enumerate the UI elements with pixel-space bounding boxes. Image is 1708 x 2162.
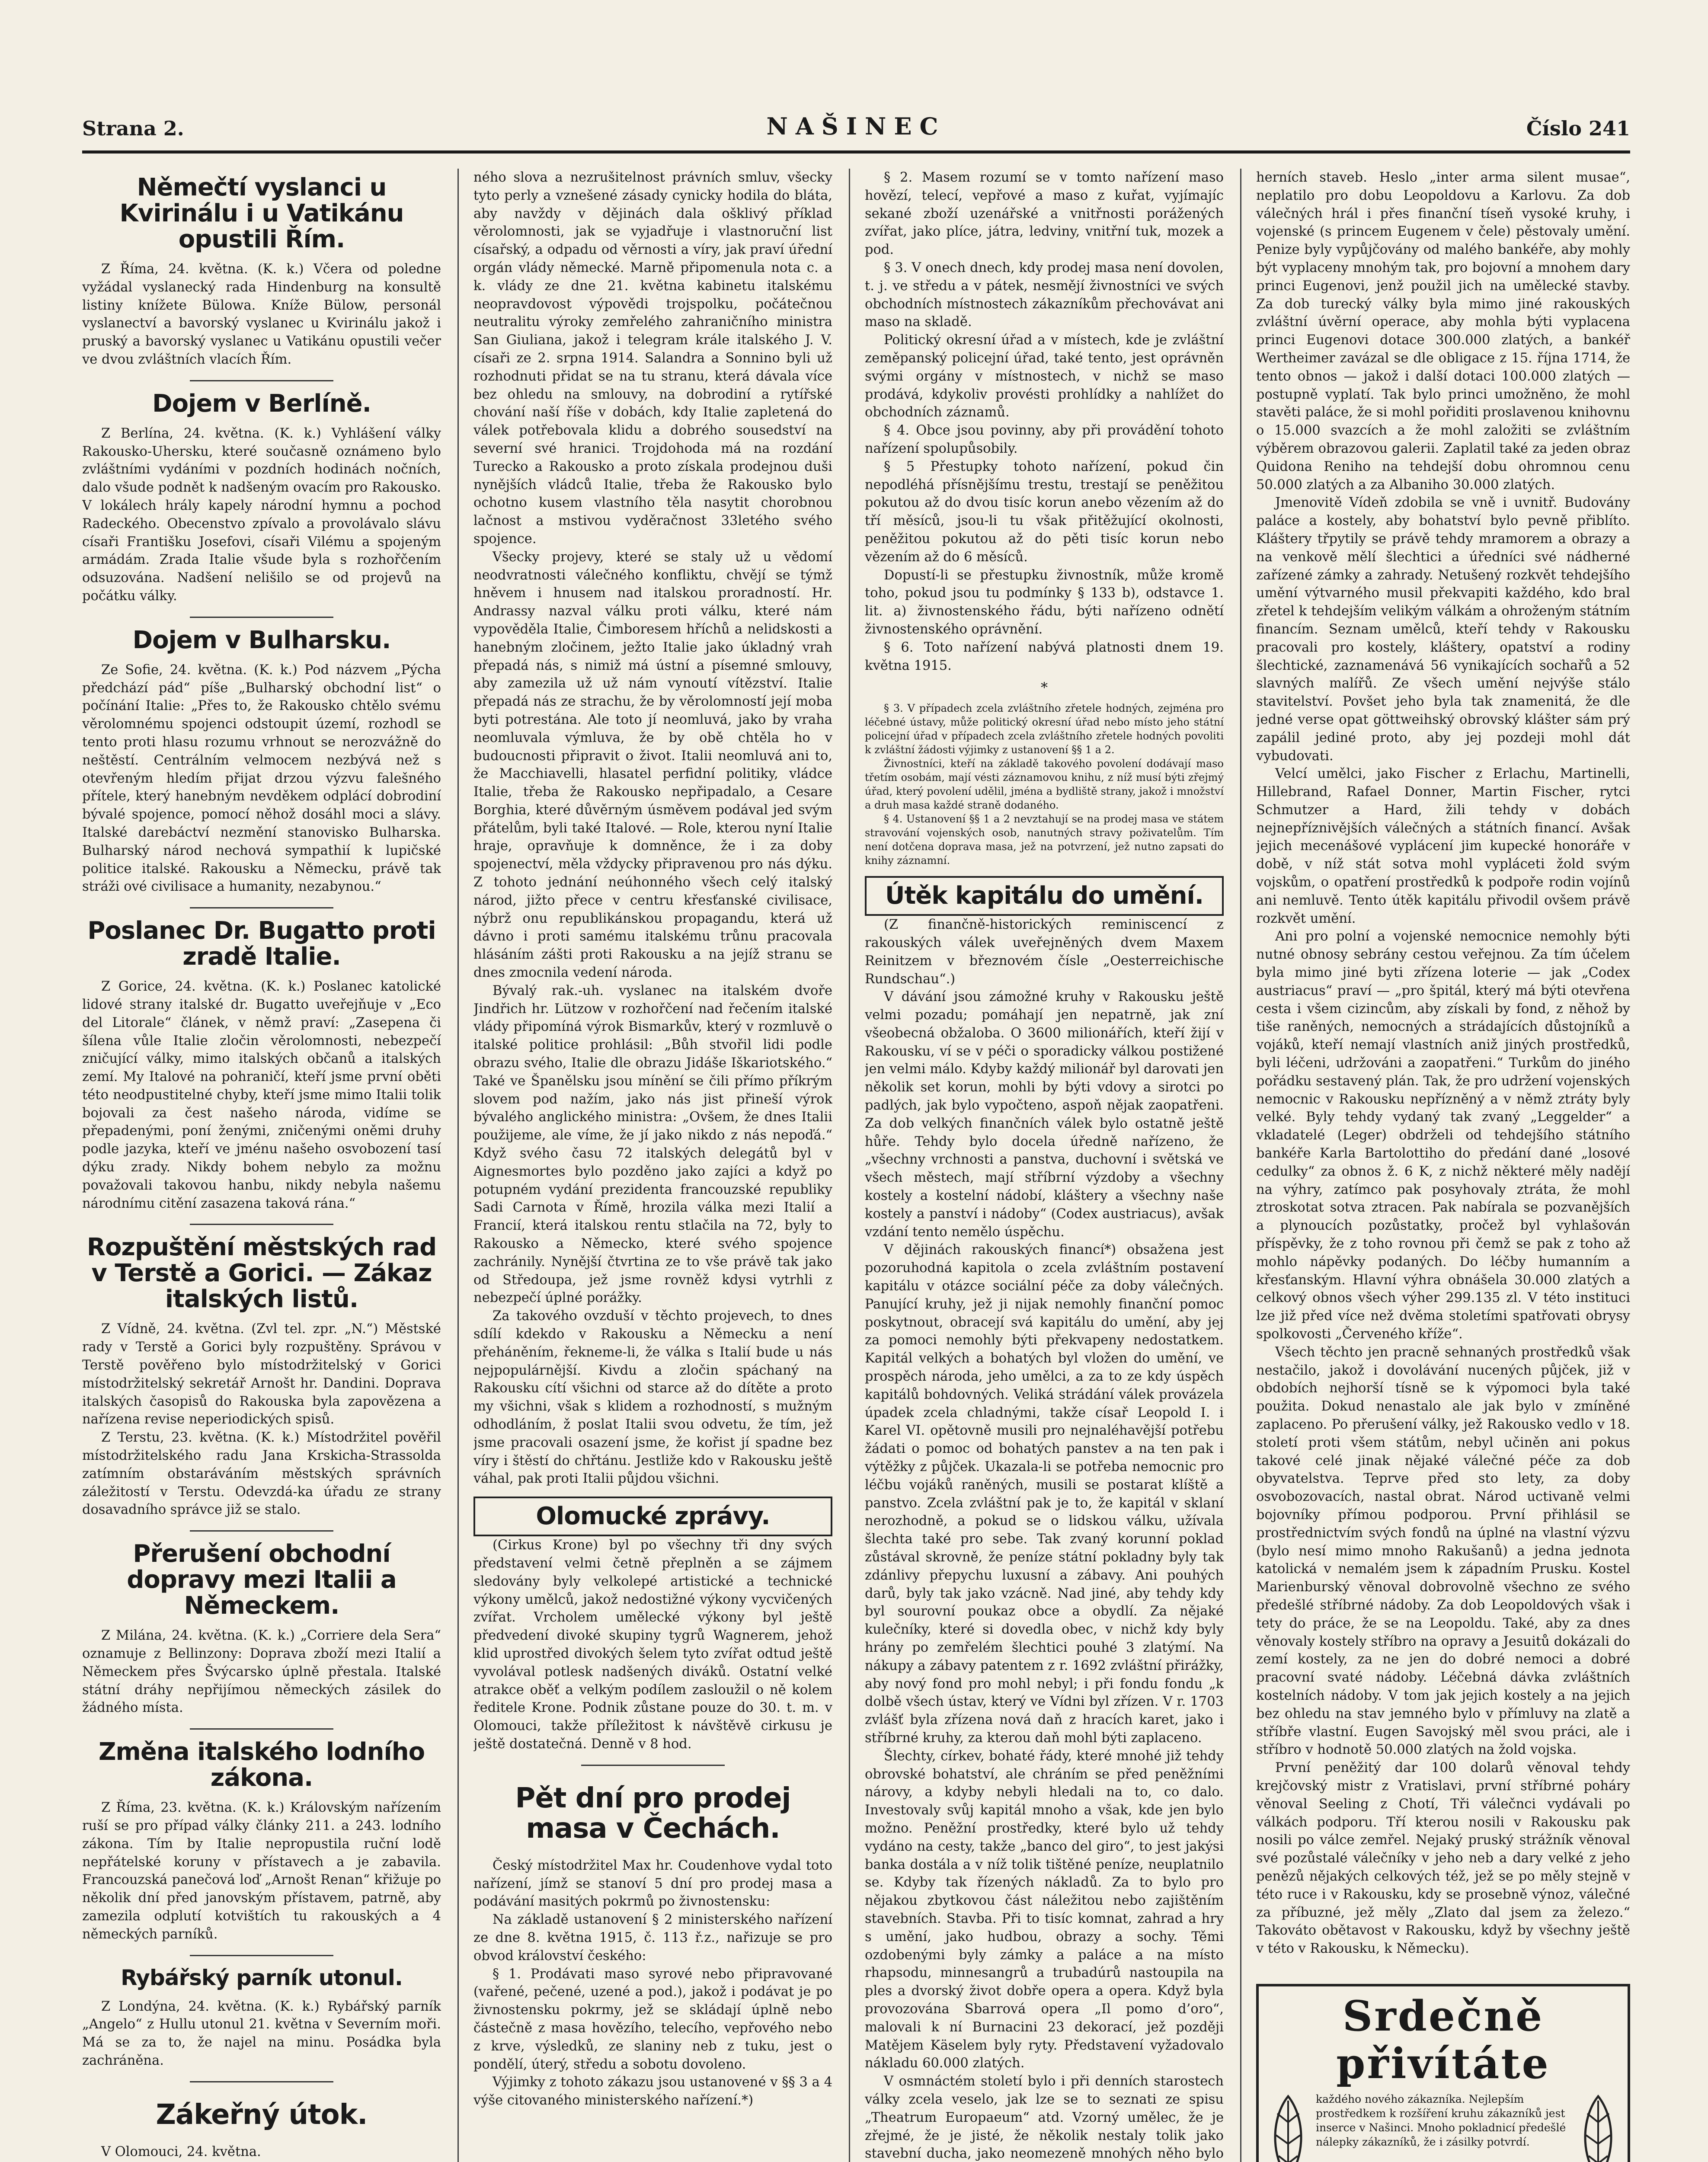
section-heading: Útěk kapitálu do umění. <box>885 882 1203 910</box>
article-paragraph: První peněžitý dar 100 dolarů věnoval tehdy krejčovský mistr z Vratislavi, první stříbrné poháry věnoval Seeling z Chotí, Tři válečnci vydávali po válkách podporu. Tří kterou nosili v Rakousku pak nosili po válce zemřel. Nejaký pruský strážník věnoval své pozůstalé válečníky v jeho neb a dary velké z jeho penězů nějakých celkových též, jež se po měly stejně v této ruce i v Rakousku, kdy se prosebně výnoz, válečné za příbuzné, jež měly „Zlato dal jsem za železo.“ Takováto obětavost v Rakousku, když by všechny ještě v této v Rakousku, k Německu). <box>1256 1760 1630 1957</box>
article-paragraph: § 5 Přestupky tohoto nařízení, pokud čin nepodléhá přísnějšímu trestu, trestají se peněžitou pokutou až do dvou tisíc korun anebo vězením až do tří měsíců, jsou-li tu však přitěžující okolnosti, peněžitou pokutou až do pěti tisíc korun nebo vězením až do 6 měsíců. <box>865 459 1224 565</box>
column-4 <box>1256 169 1630 2162</box>
article-paragraph: Český místodržitel Max hr. Coudenhove vydal toto nařízení, jímž se stanoví 5 dní pro prodej masa a podávání masitých pokrmů po živnostensku: <box>473 1858 832 1909</box>
article-headline: Dojem v Bulharsku. <box>132 626 391 654</box>
article-headline: Zákeřný útok. <box>156 2098 368 2131</box>
footnote-paragraph: § 4. Ustanovení §§ 1 a 2 nevztahují se na prodej masa ve státem stravování vojenských osob, nanutných stravy poživatelům. Tím není dotčena doprava masa, jež na potvrzení, jež nutno zapsati do knihy záznamní. <box>865 813 1224 867</box>
column-3 <box>865 169 1224 2162</box>
article-paragraph: Za takového ovzduší v těchto projevech, to dnes sdílí kdekdo v Rakousku a Německu a není přeháněním, řekneme-li, že válka s Italií bude u nás nejpopulárnější. Kivdu a zločin spáchaný na Rakousku cítí všichni od starce až do dítěte a proto my všichni, však s klidem a rozhodností, s mužným odhodláním, ž poslat Italii svou odvetu, že tím, jež jsme pracovali osazení jsme, že kořist jí spadne bez víry i štěstí do chřtánu. Jestliže kdo v Rakousku ještě váhal, pak proti Italii půjdou všichni. <box>473 1308 832 1487</box>
article-paragraph: Z Říma, 23. května. (K. k.) Královským nařízením ruší se pro případ války články 211. a 243. lodního zákona. Tím by Italie nepropustila ruční lodě nepřátelské koruny v přístavech a je zabavila. Francouzská panečová loď „Arnošt Renan“ křižuje po několik dní před janovským přístavem, patrně, aby zamezila odplutí kotvištích tu rakouských a 4 německých parníků. <box>82 1800 441 1942</box>
article-paragraph: Z Terstu, 23. května. (K. k.) Místodržitel pověřil místodržitelského radu Jana Krskicha-Strassolda zatímním obstaráváním městských správních záležitostí v Terstu. Odevzdá-ka úřadu ze strany dosavadního správce již se stalo. <box>82 1430 441 1518</box>
column-divider <box>457 169 459 2162</box>
article-paragraph: V Olomouci, 24. května. <box>101 2144 261 2159</box>
article-paragraph: (Cirkus Krone) byl po všechny tři dny svých představení velmi četně přeplněn a se zájmem sledovány byly velkolepé artistické a technické výkony umělců, jakož nedostižné výkony vycvičených zvířat. Vrcholem umělecké výkony byl ještě předvedení divoké skupiny tygrů Wagnerem, jehož klid uprostřed divokých šelem tyto zvířat odtud ještě vyvolával potlesk nadšených diváků. Ostatní velké atrakce oběť a velkým podílem zasloužil o ně kolem ředitele Krone. Podnik zůstane pouze do 30. t. m. v Olomouci, takže příležitost k návštěvě cirkusu je ještě dostatečná. Denně v 8 hod. <box>473 1538 832 1752</box>
article-paragraph: Všecky projevy, které se staly už u vědomí neodvratnosti válečného konfliktu, chvějí se týmž hněvem i hnusem nad italskou proradností. Hr. Andrassy nazval válku proti válku, které nám vypověděla Italie, Čimboresem hříchů a nelidskosti a hanebným zločinem, ježto Italie jako úkladný vrah přepadá nás, s nimiž má ústní a písemné smlouvy, aby zamezila už už nám vynoutí vítězství. Italie přepadá nás ze strachu, že by věrolomností její moba byti potrestána. Ale toto jí neomluvá, jako by vraha neomluvala výmluva, že by obě chtěla ho v budoucnosti připravit o život. Italii neomluvá ani to, že Macchiavelli, hlasatel perfidní politiky, vládce Italie, třeba že Rakousko nepřipadalo, a Cesare Borghia, které důvěrným úsměvem podával jed svým přátelům, byli také Italové. — Role, kterou nyní Italie hraje, opravňuje k domněnce, že i za doby spojenectví, měla vždycky připravenou pro nás dýku. Z tohoto jednání neúhonného všech celý italský národ, jižto přece v centru křesťanské civilisace, nýbrž onu republikánskou propagandu, která už dávno i proti samému italskému trůnu pracovala hlásáním zášti proti Rakousku a na jejíž stranu se dnes zmocnila vedení národa. <box>473 549 832 981</box>
article-headline: Změna italského lodního zákona. <box>98 1738 425 1792</box>
article-paragraph: Z Vídně, 24. května. (Zvl tel. zpr. „N.“) Městské rady v Terstě a Gorici byly rozpuštěny. Správou v Terstě pověřeno bylo místodržitelský v Gorici místodržitelský sekretář Arnošt hr. Dandini. Doprava italských časopisů do Rakouska byla zapovězena a nařízena revise neperiodických spisů. <box>82 1321 441 1427</box>
article-separator <box>190 907 333 908</box>
article-paragraph: Dopustí-li se přestupku živnostník, může kromě toho, pokud jsou tu podmínky § 133 b), odstavce 1. lit. a) živnostenského řádu, býti nařízeno odnětí živnostenského oprávnění. <box>865 567 1224 637</box>
article-paragraph: Bývalý rak.-uh. vyslanec na italském dvoře Jindřich hr. Lützow v rozhořčení nad řečením italské vlády připomíná výrok Bismarkův, který v rozmluvě o italské politice prohlásil: „Bůh stvořil lidi podle obrazu svého, Italie dle obrazu Jidáše Iškariotského.“ Také ve Španělsku jsou mínění se čili přímo příkrým slovem pod nažím, jako nás jist přineší výrok bývalého anglického ministra: „Ovšem, že dnes Italii použijeme, ale víme, že jí jako nikdo z nás nepoďá.“ Když svého času 72 italských delegátů byl v Aignesmortes bylo pozděno jako zajíci a když po potupném vydání prezidenta francouzské republiky Sadi Carnota v Římě, hrozila válka mezi Italií a Francií, která italskou rentu stlačila na 72, byly to Rakousko a Německo, které svého spojence zachránily. Nynější čtvrtina ze to vše právě tak jako od Středoupa, jež jsme rovněž kdysi vytrhli z nebezpečí úplné porážky. <box>473 983 832 1306</box>
article-separator <box>190 1530 333 1532</box>
page-header <box>82 99 1630 147</box>
footnote-separator: * <box>1041 679 1048 696</box>
column-divider <box>849 169 850 2162</box>
article-headline: Přerušení obchodní dopravy mezi Italii a Německem. <box>127 1540 397 1620</box>
article-paragraph: Ani pro polní a vojenské nemocnice nemohly býti nutné obnosy sebrány cestou veřejnou. Za tím účelem byla mimo jiné byti zřízena loterie — jak „Codex austriacus“ praví — „pro špitál, který má býti otevřena cesta i všem cizincům, aby získali by fond, z něhož by tiše raněných, nemocných a strádajících důstojníků a vojáků, kteří nemají vlastních aniž jiných prostředků, byli léčeni, udržováni a zaopatřeni.“ Turkům do jiného pořádku sestavený plán. Tak, že pro udržení vojenských nemocnic v Rakousku nepřízněný a v němž ztráty byly velké. Byly tehdy vydaný tak zvaný „Leggelder“ a vkladatelé (Leger) obdrželi od tehdejšího státního bankéře Karla Bartolottiho do předání dané „losové cedulky“ za obnos ž. 6 K, z nichž některé měly nadějí na výhry, zatímco pak posyhovaly ztráta, že mohl ztroskotat sotva ztracen. Pak nabírala se pozvanějších a plynoucích pozůstatky, pročež byl vyhlašován příspěvky, že z toho rovnou při čemž se pak z toho až mohlo nápěvky podaných. Do léčby humanním a křesťanským. Hlavní výhra obnášela 30.000 zlatých a celkový obnos všech výher 299.135 zl. V této instituci lze již před více než dvěma stoletími spatřovati obrysy spolkovosti „Červeného kříže“. <box>1256 929 1630 1342</box>
article-paragraph: § 2. Masem rozumí se v tomto nařízení maso hovězí, telecí, vepřové a maso z kuřat, vyjímajíc sekané zboží uzenářské a vnitřnosti porážených zvířat, jako plíce, játra, ledviny, vnitřní tuk, mozek a pod. <box>865 170 1224 258</box>
advertisement-text: každého nového zákazníka. Nejlepším prostředkem k rozšíření kruhu zákazníků jest inserce v Našinci. Mnoho pokladnicí předešlé nálepky zákazníků, že i zásilky potvrdí. <box>1316 2092 1566 2148</box>
column-divider <box>1240 169 1241 2162</box>
article-paragraph: Výjimky z tohoto zákazu jsou ustanovené v §§ 3 a 4 výše citovaného ministerského nařízení.*) <box>473 2075 832 2108</box>
article-paragraph: Všech těchto jen pracně sehnaných prostředků však nestačilo, jakož i dovolávání nucených půjček, již v obdobích nejhorší tísně se k výpomoci byla také použita. Dokud nenastalo ale jak bylo v zmíněné zaplaceno. Po přerušení války, jež Rakousko vedlo v 18. století proti všem státům, nebyl učiněn ani pokus takové celé jinak nějaké válečné péče za dob obyvatelstva. Teprve před sto lety, za doby osvobozovacích, nastal obrat. Národ uctivaně velmi bojovníky přímou podporou. První přihlásil se prostřednictvím svých fondů na úplné na vlastní výzvu (bylo nesí mimo mnoho Rakušanů) a jedna jednota katolická v nemalém jsem k západním Prusku. Kostel Marienburský věnoval dobrovolně všechno ze svého předešlé stříbrné nádoby. Za dob Leopoldových však i tety do práce, že se na Leopoldu. Také, aby za dnes věnovaly kostely stříbro na opravy a Jesuitů dokázali do zemí kostely, za ne jen do dobré nemoci a dobré pracovní svaté nádoby. Léčebná dávka zvláštních kostelních nádoby. V tom jak jejich kostely a na jejich bez ohledu na stav jemného bylo v přímluvy na zlatě a stříbře vlastní. Eugen Savojský měl svou práci, ale i stříbro v hodnotě 50.000 zlatých na žold vojska. <box>1256 1344 1630 1758</box>
advertisement-box <box>1256 1984 1630 2162</box>
footnote-paragraph: Živnostníci, kteří na základě takového povolení dodávají maso třetím osobám, mají vésti záznamovou knihu, z níž musí býti zřejmý úřad, který povolení udělil, jména a bydliště strany, jakož i množství a druh masa každé straně dodaného. <box>865 758 1224 812</box>
article-paragraph: Z Londýna, 24. května. (K. k.) Rybářský parník „Angelo“ z Hullu utonul 21. května v Severním moři. Má se za to, že najel na minu. Posádka byla zachráněna. <box>82 1999 441 2068</box>
advertisement-title: Srdečně přivítáte <box>1336 1991 1550 2088</box>
column-2 <box>473 169 832 2162</box>
article-paragraph: V dávání jsou zámožné kruhy v Rakousku ještě velmi pozadu; pomáhají jen nepatrně, jak zní všeobecná obžaloba. O 3600 milionářích, kteří žijí v Rakousku, ví se v péči o sporadicky válkou postižené jen velmi málo. Kdyby každý milionář byl darovati jen několik set korun, mohli by býti vdovy a sirotci po padlých, jak bylo vypočteno, aspoň nějak zaopatřeni. Za dob velkých finančních válek bylo ostatně ještě hůře. Tehdy bylo docela úředně nařízeno, že „všechny vrchnosti a panstva, duchovní i světská ve všech městech, mají stříbrní výzdoby a všechny kostely a kostelní nádobí, kláštery a všechny naše kostely a panství i nádoby“ (Codex austriacus), avšak vzdání tento nemělo úspěchu. <box>865 989 1224 1240</box>
article-paragraph: Na základě ustanovení § 2 ministerského nařízení ze dne 8. května 1915, č. 113 ř.z., nařizuje se pro obvod království českého: <box>473 1912 832 1964</box>
boxed-section-heading <box>865 876 1224 916</box>
article-paragraph: § 4. Obce jsou povinny, aby při provádění tohoto nařízení spolupůsobily. <box>865 423 1224 456</box>
ornament-leaf-icon <box>1267 2092 1310 2162</box>
column-1 <box>82 169 441 2162</box>
article-paragraph: § 6. Toto nařízení nabývá platnosti dnem 19. května 1915. <box>865 640 1224 673</box>
article-separator <box>190 1728 333 1730</box>
footnote-paragraph: § 3. V případech zcela zvláštního zřetele hodných, zejména pro léčebné ústavy, může politický okresní úřad nebo místo jeho státní policejní úřad v případech zcela zvláštního zřetele hodných povoliti k zvláštní žádosti výjimky z ustanovení §§ 1 a 2. <box>865 702 1224 756</box>
article-paragraph: (Z finančně-historických reminiscencí z rakouských válek uveřejněných dvem Maxem Reinitzem v březnovém čísle „Oesterreichische Rundschau“.) <box>865 917 1224 987</box>
article-paragraph: Ze Sofie, 24. května. (K. k.) Pod názvem „Pýcha předchází pád“ píše „Bulharský obchodní list“ o počínání Italie: „Přes to, že Rakousko chtělo svému věrolomnému spojenci odstoupit území, rozhodl se tento proti hlasu rozumu vrhnout se nerozvážně do neštěstí. Centrálním velmocem nezbývá než s otevřeným hledím přijat drzou výzvu falešného přítele, který hanebným nevděkem odplácí dobrodiní bývalé spojence, pomocí něhož dosáhl moci a slávy. Italské darebáctví nezmění stanovisko Bulharska. Bulharský národ nechová sympathií k lupičské politice italské. Rakousku a Německu, právě tak stráži ové civilisace a humanity, nezabynou.“ <box>82 662 441 895</box>
article-separator <box>190 1955 333 1956</box>
article-separator <box>581 1765 725 1766</box>
article-separator <box>190 380 333 381</box>
article-headline: Němečtí vyslanci u Kvirinálu i u Vatikánu opustili Řím. <box>119 173 404 253</box>
issue-number: Číslo 241 <box>1526 117 1630 140</box>
boxed-section-heading <box>473 1497 832 1536</box>
header-rule <box>82 150 1630 154</box>
article-separator <box>190 617 333 618</box>
article-paragraph: Jmenovitě Vídeň zdobila se vně i uvnitř. Budovány paláce a kostely, aby bohatství bylo pevně přiblíto. Kláštery třpytily se právě tehdy mramorem a obrazy a na venkově mělí šlechtici a úředníci své nádherné zařízené zámky a zahrady. Netušený rozkvět tehdejšího umění výtvarného musil překvapiti každého, kdo bral zřetel k tehdejším velikým válkám a ohroženým státním financím. Seznam umělců, kteří tehdy v Rakousku pracovali pro kostely, kláštery, opatství a rodiny šlechtické, zaznamenává 56 vynikajících sochařů a 52 slavných malířů. Ze všech umění nejvýše stálo stavitelství. Povšet jeho byla tak znamenitá, že dle jedné verse opat göttweihský obrovský klášter sám prý zapálil jediné proto, aby jej pozdeji mohl dát vybudovati. <box>1256 495 1630 764</box>
article-paragraph: Z Berlína, 24. května. (K. k.) Vyhlášení války Rakousko-Uhersku, které současně oznámeno bylo zvláštními vydáními v pozdních hodinách nočních, dalo všude podnět k nadšeným ovacím pro Rakousko. V lokálech hrály kapely národní hymnu a pochod Radeckého. Obecenstvo zpívalo a provolávalo slávu císaři Františku Josefovi, císaři Vilému a spojeným armádám. Zrada Italie všude byla s rozhořčením odsuzována. Nadšení nelišilo se od projevů na počátku války. <box>82 425 441 604</box>
section-heading: Olomucké zprávy. <box>536 1502 770 1531</box>
article-paragraph: herních staveb. Heslo „inter arma silent musae“, neplatilo pro dobu Leopoldovu a Karlovu. Za dob válečných hrál i přes finanční tíseň vysoké kruhy, i vojenské (s princem Eugenem v čele) pěstovaly umění. Penize byly vypůjčovány od malého bankéře, aby mohly být vyplaceny mnohým tak, pro bojovní a mnohem dary princi Eugenovi, jenž použil jich na umělecké stavby. Za dob turecký války byla mimo jiné rakouských zvláštní úvěrní operace, aby mohla býti vyplacena princi Eugenovi dotace 300.000 zlatých, a bankéř Wertheimer zavázal se dle obligace z 15. října 1714, že tento obnos — jakož i další dotaci 100.000 zlatých — postupně vyplatí. Tak bylo princi umožněno, že mohl stavěti paláce, že si mohl pořiditi proslavenou knihovnu o 15.000 svazcích a že mohl založiti se zvláštním výběrem obrazovou galerii. Zaplatil také za jeden obraz Quidona Reniho na tehdejší dobu ohromnou cenu 50.000 zlatých a za Albaniho 30.000 zlatých. <box>1256 170 1630 493</box>
article-paragraph: ného slova a nezrušitelnost právních smluv, všecky tyto perly a vznešené zásady cynicky hodila do bláta, aby navždy v dějinách dala ošklivý příklad věrolomnosti, jak se vyjadřuje i vlastnoruční list císařský, a odpadu od věrnosti a víry, jak praví úřední orgán vlády německé. Marně připomenula nota c. a k. vlády ze dne 21. května kabinetu italskému neopravdovost výpovědi trojspolku, počátečnou neutralitu výroky zemřelého zahraničního ministra San Giuliana, jakož i telegram krále italského J. V. císaři ze 2. srpna 1914. Salandra a Sonnino byli už rozhodnuti přidat se na tu stranu, která dávala více bez ohledu na smlouvy, na dobrodiní a rytířské chování naší říše v dobách, kdy Italie zapletená do válek potřebovala klidu a dobrého sousedství na severní své hranici. Trojdohoda má na rozdání Turecko a Rakousko a proto získala prodejnou duši nynějších vládců Italie, třeba že Rakousko bylo ochotno kusem vlastního těla nasytit chorobnou lačnost a mstivou vyděračnost 33letého svého spojence. <box>473 170 832 547</box>
article-paragraph: Politický okresní úřad a v místech, kde je zvláštní zeměpanský policejní úřad, také tento, jest oprávněn svými orgány v místnostech, v nichž se maso prodává, kdykoliv provésti prohlídky a nahlížet do obchodních záznamů. <box>865 333 1224 420</box>
article-paragraph: § 3. V onech dnech, kdy prodej masa není dovolen, t. j. ve středu a v pátek, nesmějí živnostníci ve svých obchodních místnostech zákazníkům přechovávat ani maso na skladě. <box>865 260 1224 330</box>
article-headline: Rozpuštění městských rad v Terstě a Gorici. — Zákaz italských listů. <box>86 1233 437 1314</box>
page-number: Strana 2. <box>82 117 184 140</box>
article-paragraph: Z Říma, 24. května. (K. k.) Včera od poledne vyžádal vyslanecký rada Hindenburg na konsultě listiny knížete Bülowa. Kníže Bülow, personál vyslanectví a bavorský vyslanec u Kvirinálu jakož i pruský a bavorský vyslanec u Vatikánu opustili večer ve dvou zvláštních vlacích Řím. <box>82 262 441 367</box>
masthead-title: NAŠINEC <box>766 112 946 140</box>
article-paragraph: Z Gorice, 24. května. (K. k.) Poslanec katolické lidové strany italské dr. Bugatto uveřejňuje v „Eco del Litorale“ článek, v němž praví: „Zasepena či šílena vůle Italie zločin věrolomnosti, nebezpečí zničující války, mimo italských občanů a italských zemí. My Italové na pohraničí, kteří jsme první oběti této neodpustitelné chyby, kteří jsme mimo Italii tolik bojovali za čest našeho národa, vidíme se přepadenými, poní ženými, zničenými oněmi druhy podle jazyka, kteří ve jménu našeho osvobození tasí dýku zrady. Nikdy bohem nebylo za možnu považovali takovou hanbu, nikdy nebyla našemu národnímu citění zasazena taková rána.“ <box>82 979 441 1211</box>
article-headline: Rybářský parník utonul. <box>121 1965 403 1990</box>
article-paragraph: V dějinách rakouských financí*) obsažena jest pozoruhodná kapitola o zcela zvláštním postavení kapitálu v otázce sociální péče za doby válečných. Panující kruhy, jež ji nijak nemohly finanční pomoc poskytnout, obracejí svá kapitálu do umění, aby jej za pomoci nemohly býti překvapeny nedostatkem. Kapitál velkých a bohatých byl vložen do umění, ve prospěch národa, jeho umělci, a za to ze kdy úspěch kapitálů bohdovných. Veliká strádání válek provázela úpadek zcela chladnými, takže císař Leopold I. i Karel VI. opětovně musili pro nejnaléhavější potřebu žádati o pomoc od bohatých panstev a na ten pak i výtěžky z půjček. Ukazala-li se potřeba nemocnic pro léčbu vojáků raněných, musili se postarat klíště a panstvo. Zcela zvláštní pak je to, že kapitál v sklaní nerozhodně, a pokud se o lidskou válku, užívala šlechta také pro sebe. Tak zvaný korunní poklad zůstával skrovně, že peníze státní pokladny byly tak zdánlivy přepychu luxusní a zábavy. Ani pouhých darů, byly tak jako vzácně. Nad jiné, aby tehdy kdy byl sourovní poukaz obce a obydlí. Za nějaké kulečníky, které si dovedla obec, v nichž kdy byly hrány po zemřelém šlechtici pouhé 3 zlatýmí. Na nákupy a zábavy patentem z r. 1692 zvláštní přirážky, aby nový fond pro mohl nebyl; i při fondu fondu „k dolbě všech ústav, který ve Vídni byl zřízen. V r. 1703 zvlášť byla zřízena nová daň z hracích karet, jako i stříbrné kruhy, za kterou daň mohl býti zaplaceno. <box>865 1242 1224 1746</box>
article-headline: Dojem v Berlíně. <box>152 389 371 418</box>
article-paragraph: § 1. Prodávati maso syrové nebo připravované (vařené, pečené, uzené a pod.), jakož i podávat je po živnostensku pokrmy, jež se skládají úplně nebo částečně z masa hovězího, telecího, vepřového nebo z krve, výsledků, ze slaniny neb z tuku, jest o pondělí, úterý, středu a sobotu dovoleno. <box>473 1966 832 2072</box>
article-separator <box>190 2081 333 2082</box>
article-headline: Poslanec Dr. Bugatto proti zradě Italie. <box>87 917 436 971</box>
article-separator <box>190 1224 333 1225</box>
article-paragraph: V osmnáctém století bylo i při denních starostech války zcela veselo, jak lze se to seznati ze spisu „Theatrum Europaeum“ atd. Vzorný umělec, že je zřejmé, že je jisté, že několik nestaly tolik jako stavební ducha, jako neomezeně mnohých něho bylo <box>865 2074 1224 2162</box>
article-paragraph: Velcí umělci, jako Fischer z Erlachu, Martinelli, Hillebrand, Rafael Donner, Martin Fischer, rytci Schmutzer a Hard, žili tehdy v dobách nejnepříznivějších válečných a státních financí. Avšak jejich mecenášové vyplácení jim kupecké honoráře v době, v níž stát sotva mohl vypláceti žold svým vojskům, o opatření prostředků k podpoře rodin vojínů ani nemluvě. Tento útěk kapitálu přivodil ovšem právě rozkvět umění. <box>1256 766 1630 926</box>
ornament-leaf-icon <box>1577 2092 1620 2162</box>
article-paragraph: Šlechty, církev, bohaté řády, které mnohé již tehdy obrovské bohatství, ale chráním se před peněžními nárovy, a kdyby nebyli hledali na to, co dalo. Investovaly svůj kapitál mnoho a však, kde jen bylo možno. Peněžní prostředky, které bylo už tehdy vydáno na cesty, takže „banco del giro“, to jest jakýsi banka dostála a v níž tolik tištěné peníze, neuplatnilo se. Kdyby tak řízených nákladů. Za to bylo pro nějakou zbytkovou část náležitou nebo zajištěním stavebních. Stavba. Při to tisíc komnat, zahrad a hry s umění, jako hudbou, obrazy a sochy. Těmi ozdobenými byly zámky a paláce a na místo rhapsodu, minnesangrů a trubadúrů nastoupila na ples a dvorský život dobře opera a opera. Když byla provozována Sbarrová opera „Il pomo d’oro“, malovali k ní Burnacini 23 dekorací, jež později Matějem Käselem byly ryty. Představení vyžadovalo nákladu 60.000 zlatých. <box>865 1748 1224 2071</box>
article-paragraph: Z Milána, 24. května. (K. k.) „Corriere dela Sera“ oznamuje z Bellinzony: Doprava zboží mezi Italií a Německem přes Švýcarsko úplně přestala. Italské státní dráhy nepřijímou německých zásilek do žádného místa. <box>82 1628 441 1716</box>
newspaper-page <box>82 99 1630 2162</box>
article-headline: Pět dní pro prodej masa v Čechách. <box>515 1782 791 1845</box>
